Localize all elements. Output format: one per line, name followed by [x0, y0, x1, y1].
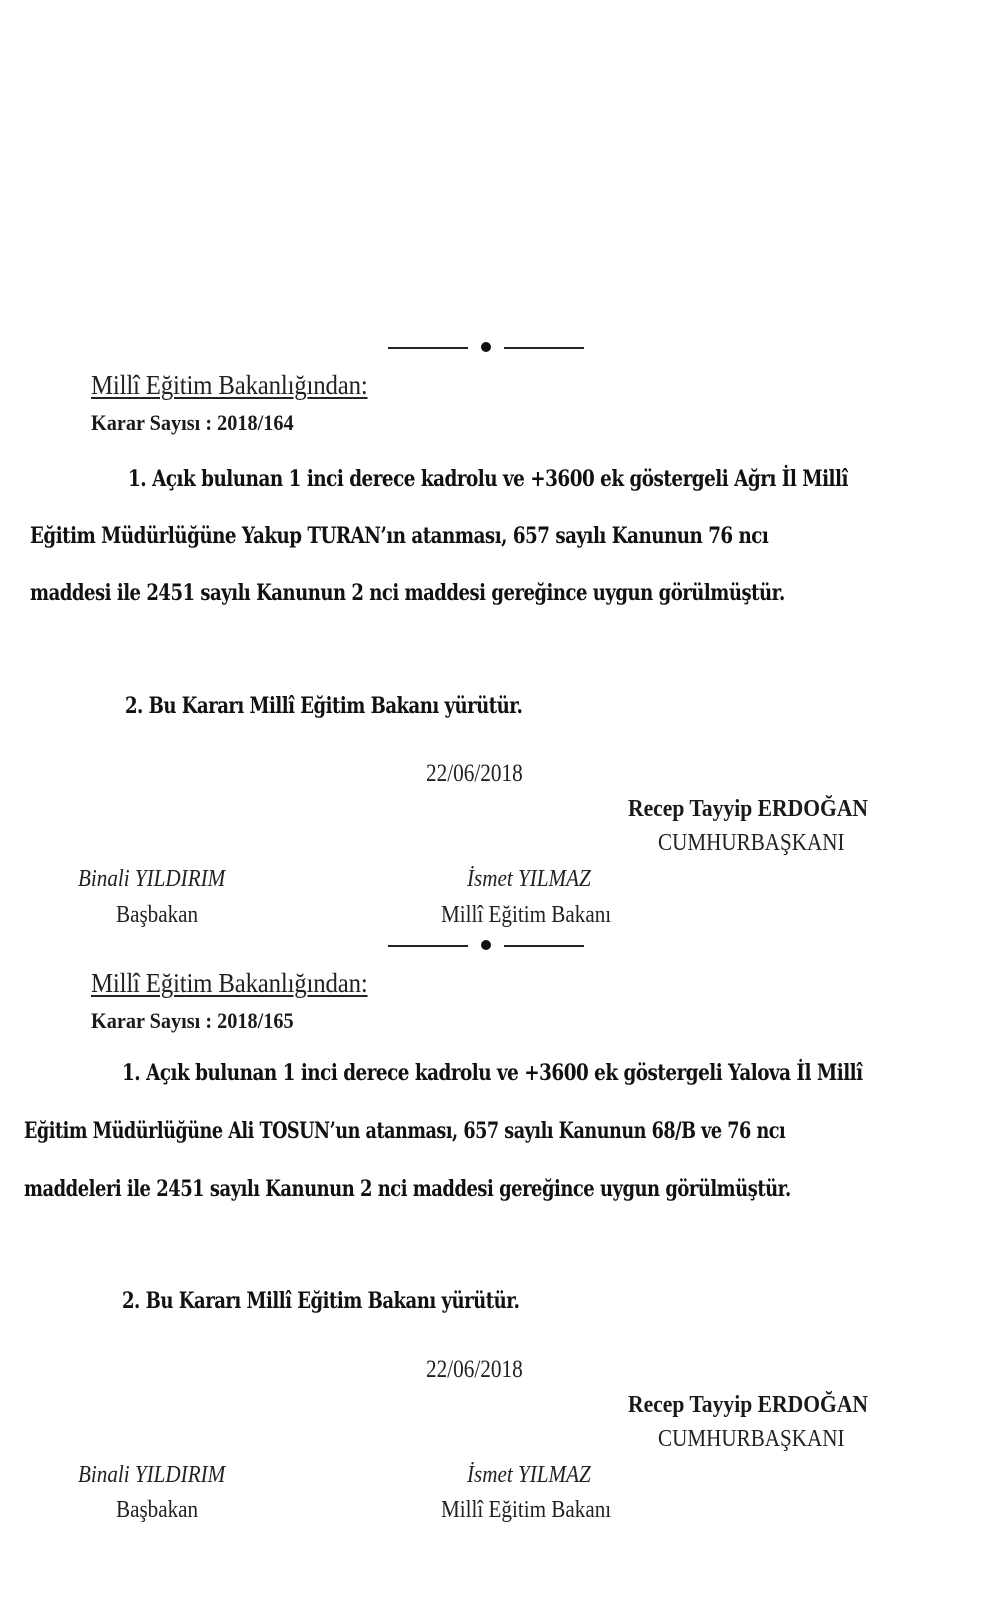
section-separator — [388, 938, 584, 952]
decision-date: 22/06/2018 — [426, 760, 523, 787]
pm-title: Başbakan — [116, 1497, 199, 1523]
separator-line — [388, 347, 468, 349]
minister-name: İsmet YILMAZ — [467, 1462, 591, 1488]
minister-name: İsmet YILMAZ — [467, 866, 591, 892]
decision-number: Karar Sayısı : 2018/165 — [91, 1008, 294, 1033]
separator-line — [504, 347, 584, 349]
minister-title: Millî Eğitim Bakanı — [441, 902, 612, 928]
president-title: CUMHURBAŞKANI — [658, 830, 845, 856]
paragraph-1-line-2: Eğitim Müdürlüğüne Yakup TURAN’ın atanması, 657 sayılı Kanunun 76 ncı — [30, 523, 769, 549]
decision-date: 22/06/2018 — [426, 1356, 523, 1383]
separator-line — [388, 945, 468, 947]
paragraph-1-line-3: maddesi ile 2451 sayılı Kanunun 2 nci maddesi gereğince uygun görülmüştür. — [30, 580, 785, 606]
minister-title: Millî Eğitim Bakanı — [441, 1497, 612, 1523]
president-name: Recep Tayyip ERDOĞAN — [628, 1392, 869, 1418]
section-separator — [388, 340, 584, 354]
paragraph-1-line-2: Eğitim Müdürlüğüne Ali TOSUN’un atanması, 657 sayılı Kanunun 68/B ve 76 ncı — [24, 1118, 786, 1144]
ministry-heading: Millî Eğitim Bakanlığından: — [91, 968, 368, 998]
paragraph-2: 2. Bu Kararı Millî Eğitim Bakanı yürütür. — [125, 693, 523, 719]
pm-title: Başbakan — [116, 902, 199, 928]
separator-line — [504, 945, 584, 947]
ministry-heading: Millî Eğitim Bakanlığından: — [91, 370, 368, 400]
paragraph-1-line-3: maddeleri ile 2451 sayılı Kanunun 2 nci maddesi gereğince uygun görülmüştür. — [24, 1176, 791, 1202]
paragraph-1-line-1: 1. Açık bulunan 1 inci derece kadrolu ve +3600 ek göstergeli Ağrı İl Millî — [128, 466, 848, 492]
decision-number: Karar Sayısı : 2018/164 — [91, 410, 294, 435]
paragraph-1-line-1: 1. Açık bulunan 1 inci derece kadrolu ve +3600 ek göstergeli Yalova İl Millî — [122, 1060, 863, 1086]
president-name: Recep Tayyip ERDOĞAN — [628, 796, 869, 822]
separator-dot-icon — [481, 342, 491, 352]
paragraph-2: 2. Bu Kararı Millî Eğitim Bakanı yürütür. — [122, 1288, 520, 1314]
pm-name: Binali YILDIRIM — [78, 866, 226, 892]
pm-name: Binali YILDIRIM — [78, 1462, 226, 1488]
separator-dot-icon — [481, 940, 491, 950]
president-title: CUMHURBAŞKANI — [658, 1426, 845, 1452]
